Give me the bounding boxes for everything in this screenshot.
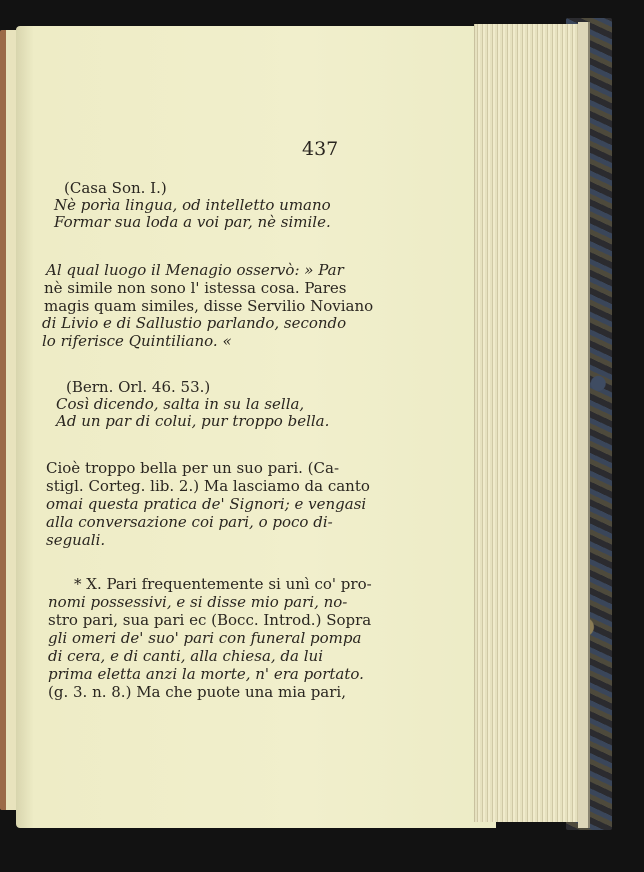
- text-line: (g. 3. n. 8.) Ma che puote una mia pari,: [48, 683, 346, 701]
- text-line: Cioè troppo bella per un suo pari. (Ca-: [46, 459, 340, 477]
- text-line: (Casa Son. I.): [64, 179, 167, 197]
- text-line: seguali.: [46, 531, 106, 549]
- text-line: di cera, e di canti, alla chiesa, da lui: [48, 647, 324, 665]
- text-line: gli omeri de' suo' pari con funeral pompa: [48, 629, 362, 647]
- text-line: alla conversazione coi pari, o poco di-: [46, 513, 333, 531]
- text-line: lo riferisce Quintiliano. «: [42, 332, 232, 350]
- page-number: 437: [302, 138, 339, 160]
- text-line: Ad un par di colui, pur troppo bella.: [56, 412, 330, 430]
- text-line: Nè porìa lingua, od intelletto umano: [54, 196, 331, 214]
- text-line: Così dicendo, salta in su la sella,: [56, 395, 305, 413]
- page-stack-edges: [474, 24, 583, 822]
- text-line: * X. Pari frequentemente si unì co' pro-: [74, 575, 372, 593]
- text-line: di Livio e di Sallustio parlando, secondo: [42, 314, 347, 332]
- text-line: stro pari, sua pari ec (Bocc. Introd.) Sopra: [48, 611, 372, 629]
- cover-edge: [578, 22, 590, 828]
- text-line: nè simile non sono l' istessa cosa. Pares: [44, 279, 347, 297]
- text-line: Al qual luogo il Menagio osservò: » Par: [46, 261, 344, 279]
- text-line: nomi possessivi, e si disse mio pari, no-: [48, 593, 348, 611]
- text-line: (Bern. Orl. 46. 53.): [66, 378, 211, 396]
- text-line: omai questa pratica de' Signori; e vengasi: [46, 495, 367, 513]
- text-line: Formar sua loda a voi par, nè simile.: [54, 213, 331, 231]
- text-line: stigl. Corteg. lib. 2.) Ma lasciamo da canto: [46, 477, 370, 495]
- text-line: prima eletta anzi la morte, n' era portato.: [48, 665, 364, 683]
- text-line: magis quam similes, disse Servilio Noviano: [44, 297, 374, 315]
